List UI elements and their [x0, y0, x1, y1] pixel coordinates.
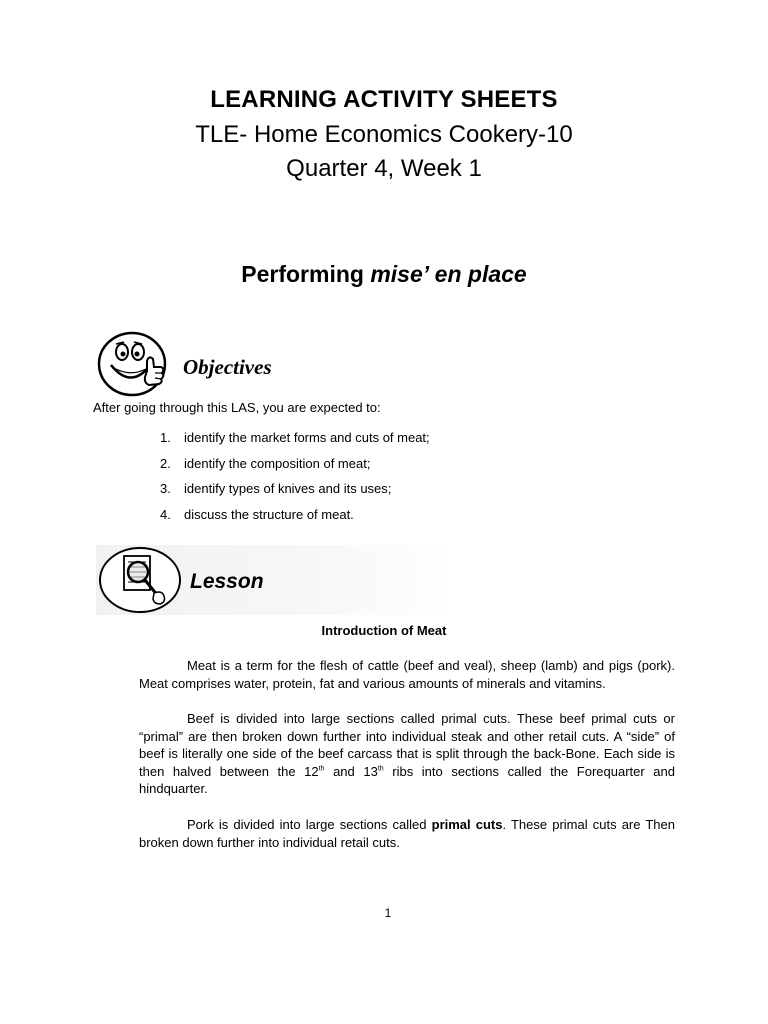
objective-item: 4. discuss the structure of meat. — [160, 506, 354, 522]
paragraph-meat-definition: Meat is a term for the flesh of cattle (beef and veal), sheep (lamb) and pigs (pork). Meat comprises water, protein, fat and various amounts of minerals and vitamins. — [139, 658, 675, 691]
page-number: 1 — [384, 906, 392, 920]
smiley-thumbs-up-icon — [97, 331, 171, 397]
paragraph-beef-cuts: Beef is divided into large sections called primal cuts. These beef primal cuts or “primal” are then broken down further into individual steak and other retail cuts. A “side” of beef is literally one side of the beef carcass that is split through the back-Bone. Each side is then halved between the 12th and 13th ribs into sections called the Forequarter and hindquarter. — [139, 711, 675, 796]
document-magnifier-icon — [98, 546, 182, 614]
document-title: LEARNING ACTIVITY SHEETS — [210, 86, 558, 113]
section-title: Introduction of Meat — [321, 623, 447, 638]
objectives-intro: After going through this LAS, you are expected to: — [93, 400, 381, 415]
objectives-heading: Objectives — [183, 355, 272, 379]
paragraph-pork-cuts: Pork is divided into large sections called primal cuts. These primal cuts are Then broken down further into individual retail cuts. — [139, 817, 675, 850]
objective-item: 3. identify types of knives and its uses; — [160, 481, 392, 496]
lesson-title — [0, 261, 768, 288]
document-subject: TLE- Home Economics Cookery-10 — [195, 121, 573, 148]
lesson-title-prefix: Performing — [241, 261, 371, 287]
lesson-heading: Lesson — [190, 570, 264, 593]
lesson-title-italic: mise’ en place — [370, 261, 527, 287]
objective-item: 1. identify the market forms and cuts of meat; — [160, 430, 430, 445]
objective-item: 2. identify the composition of meat; — [160, 455, 371, 471]
document-period: Quarter 4, Week 1 — [286, 155, 482, 182]
objectives-list — [160, 428, 430, 530]
